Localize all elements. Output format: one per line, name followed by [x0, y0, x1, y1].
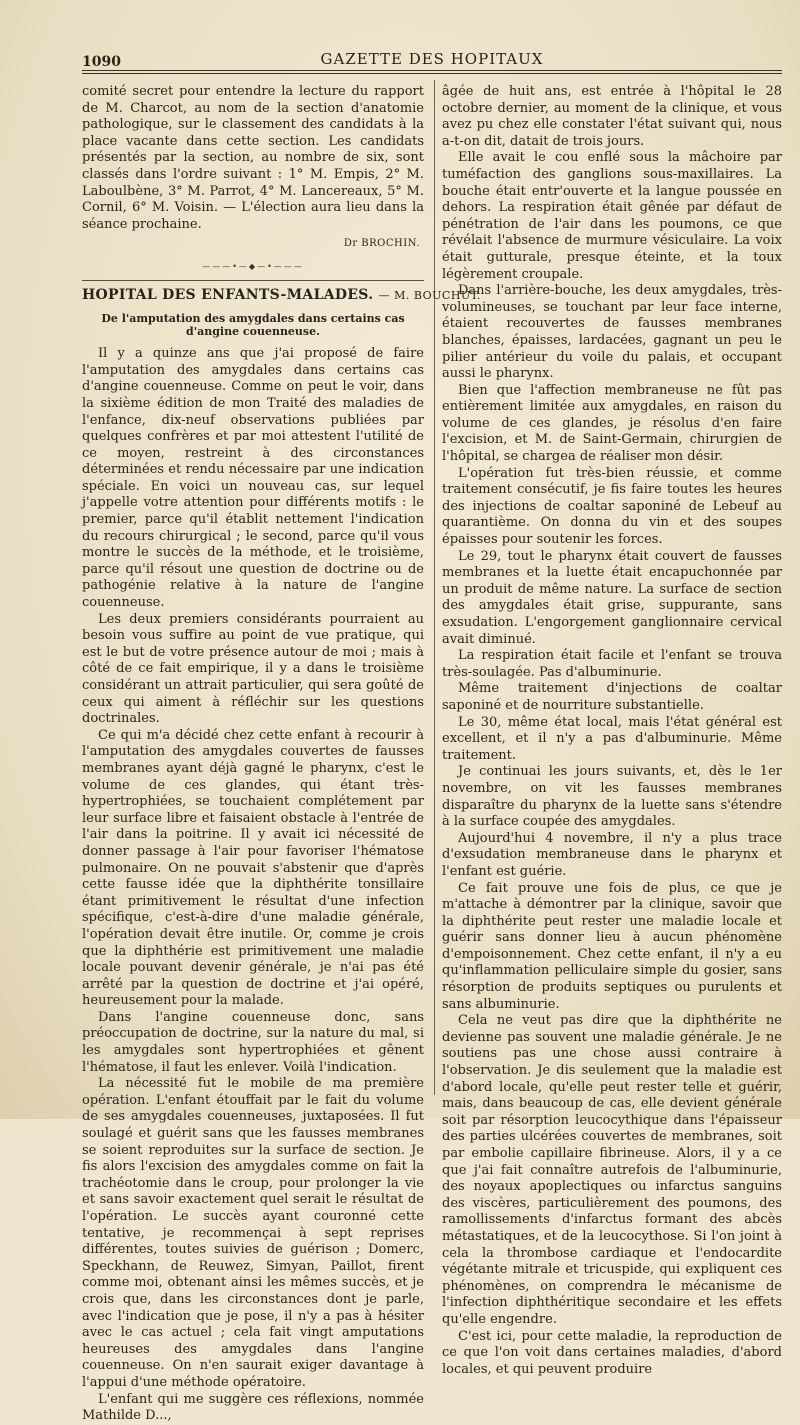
paragraph: Ce fait prouve une fois de plus, ce que je m'attache à démontrer par la clinique, savoir que la diphthérite peut rester une maladie locale et guérir sans donner lieu à aucun phénomène d'empoisonnement. Chez cette enfant, il n'y a eu qu'inflammation pelliculaire simple du gosier, sans résorption de produits septiques ou purulents et sans albuminurie.	[442, 880, 782, 1012]
paragraph: Même traitement d'injections de coaltar saponiné et de nourriture substantielle.	[442, 681, 782, 713]
paragraph: Le 30, même état local, mais l'état général est excellent, et il n'y a pas d'albuminurie. Même traitement.	[442, 714, 782, 763]
signature: Dr BROCHIN.	[343, 238, 420, 250]
separator-ornament: ———•—◆—•———	[202, 261, 304, 271]
section-heading-author: — M. BOUCHUT.	[378, 288, 481, 302]
paragraph: Le 29, tout le pharynx était couvert de fausses membranes et la luette était encapuchonnée par un produit de même nature. La surface de section des amygdales était grise, suppurante, sans exsudation. L'engorgement ganglionnaire cervical avait diminué.	[442, 548, 782, 647]
page-number: 1090	[82, 54, 121, 70]
paragraph: Dans l'arrière-bouche, les deux amygdales, très-volumineuses, se touchant par leur face interne, étaient recouvertes de fausses membranes blanches, épaisses, lardacées, gagnant un peu le pilier antérieur du voile du palais, et occupant aussi le pharynx.	[442, 283, 782, 382]
header-rule	[82, 70, 782, 74]
paragraph: Ce qui m'a décidé chez cette enfant à recourir à l'amputation des amygdales couvertes de fausses membranes ayant déjà gagné le pharynx, c'est le volume de ces glandes, qui étant très-hypertrophiées, se touchaient complétement par leur surface libre et faisaient obstacle à l'entrée de l'air dans la poitrine. Il y avait ici nécessité de donner passage à l'air pour favoriser l'hématose pulmonaire. On ne pouvait s'abstenir que d'après cette fausse idée que la diphthérite tonsillaire étant primitivement le résultat d'une infection spécifique, c'est-à-dire d'une maladie générale, l'opération devait être inutile. Or, comme je crois que la diphthérie est primitivement une maladie locale pouvant devenir générale, je n'ai pas été arrêté par la question de doctrine et j'ai opéré, heureusement pour la malade.	[82, 727, 424, 1009]
paragraph: Bien que l'affection membraneuse ne fût pas entièrement limitée aux amygdales, en raison du volume de ces glandes, je résolus d'en faire l'excision, et M. de Saint-Germain, chirurgien de l'hôpital, se chargea de réaliser mon désir.	[442, 382, 782, 465]
paragraph: La nécessité fut le mobile de ma première opération. L'enfant étouffait par le fait du volume de ses amygdales couenneuses, juxtaposées. Il fut soulagé et guérit sans que les fausses membranes se soient reproduites sur la surface de section. Je fis alors l'excision des amygdales comme on fait la trachéotomie dans le croup, pour prolonger la vie et sans savoir exactement quel serait le résultat de l'opération. Le succès ayant couronné cette tentative, je recommençai à sept reprises différentes, toutes suivies de guérison ; Domerc, Speckhann, de Reuwez, Simyan, Paillot, firent comme moi, obtenant ainsi les mêmes succès, et je crois que, dans les circonstances dont je parle, avec l'indication que je pose, il n'y a pas à hésiter avec le cas actuel ; cela fait vingt amputations heureuses des amygdales dans l'angine couenneuse. On n'en saurait exiger davantage à l'appui d'une méthode opératoire.	[82, 1076, 424, 1390]
article-title: De l'amputation des amygdales dans certains cas d'angine couenneuse.	[101, 312, 405, 339]
paragraph: C'est ici, pour cette maladie, la reproduction de ce que l'on voit dans certaines maladies, d'abord locales, et qui peuvent produire	[442, 1328, 782, 1377]
paragraph: L'opération fut très-bien réussie, et comme traitement consécutif, je fis faire toutes les heures des injections de coaltar saponiné de Lebeuf au quarantième. On donna du vin et des soupes épaisses pour soutenir les forces.	[442, 465, 782, 548]
section-heading	[82, 280, 481, 305]
paragraph: Aujourd'hui 4 novembre, il n'y a plus trace d'exsudation membraneuse dans le pharynx et l'enfant est guérie.	[442, 830, 782, 879]
right-column	[442, 84, 782, 1377]
paragraph: Les deux premiers considérants pourraient au besoin vous suffire au point de vue pratique, qui est le but de votre présence autour de moi ; mais à côté de ce fait empirique, il y a dans le troisième considérant un attrait particulier, qui sera goûté de ceux qui aiment à réfléchir sur les questions doctrinales.	[82, 611, 424, 727]
paragraph: Je continuai les jours suivants, et, dès le 1er novembre, on vit les fausses membranes disparaître du pharynx de la luette sans s'étendre à la surface coupée des amygdales.	[442, 764, 782, 830]
column-divider	[434, 80, 435, 1095]
left-column	[82, 84, 481, 1424]
paragraph: comité secret pour entendre la lecture du rapport de M. Charcot, au nom de la section d'anatomie pathologique, sur le classement des candidats à la place vacante dans cette section. Les candidats présentés par la section, au nombre de six, sont classés dans l'ordre suivant : 1° M. Empis, 2° M. Laboulbène, 3° M. Parrot, 4° M. Lancereaux, 5° M. Cornil, 6° M. Voisin. — L'élection aura lieu dans la séance prochaine.	[82, 84, 424, 232]
paragraph: L'enfant qui me suggère ces réflexions, nommée Mathilde D...,	[82, 1391, 424, 1424]
paragraph: La respiration était facile et l'enfant se trouva très-soulagée. Pas d'albuminurie.	[442, 648, 782, 680]
journal-title: GAZETTE DES HOPITAUX	[320, 50, 544, 68]
paragraph: âgée de huit ans, est entrée à l'hôpital le 28 octobre dernier, au moment de la clinique, et vous avez pu chez elle constater l'état suivant qui, nous a-t-on dit, datait de trois jours.	[442, 84, 782, 149]
section-heading-title: HOPITAL DES ENFANTS-MALADES.	[82, 286, 374, 303]
paragraph: Elle avait le cou enflé sous la mâchoire par tuméfaction des ganglions sous-maxillaires. La bouche était entr'ouverte et la langue poussée en dehors. La respiration était gênée par défaut de pénétration de l'air dans les poumons, ce que révélait l'absence de murmure vésiculaire. La voix était gutturale, presque éteinte, et la toux légèrement croupale.	[442, 150, 782, 282]
paragraph: Cela ne veut pas dire que la diphthérite ne devienne pas souvent une maladie générale. Je ne soutiens pas une chose aussi contraire à l'observation. Je dis seulement que la maladie est d'abord locale, qu'elle peut rester telle et guérir, mais, dans beaucoup de cas, elle devient générale soit par résorption leucocythique dans l'épaisseur des parties ulcérées couvertes de membranes, soit par embolie capillaire fibrineuse. Alors, il y a ce que j'ai fait connaître autrefois de l'albuminurie, des noyaux apoplectiques ou infarctus sanguins des viscères, particulièrement des poumons, des ramollissements d'infarctus formant des abcès métastatiques, et de la leucocythose. Si l'on joint à cela la thrombose cardiaque et l'endocardite végétante mitrale et tricuspide, qui expliquent ces phénomènes, on comprendra le mécanisme de l'infection diphthéritique secondaire et les effets qu'elle engendre.	[442, 1013, 782, 1327]
paragraph: Dans l'angine couenneuse donc, sans préoccupation de doctrine, sur la nature du mal, si les amygdales sont hypertrophiées et gênent l'hématose, il faut les enlever. Voilà l'indication.	[82, 1009, 424, 1075]
paragraph: Il y a quinze ans que j'ai proposé de faire l'amputation des amygdales dans certains cas d'angine couenneuse. Comme on peut le voir, dans la sixième édition de mon Traité des maladies de l'enfance, dix-neuf observations publiées par quelques confrères et par moi attestent l'utilité de ce moyen, restreint à des circonstances déterminées et rendu nécessaire par une indication spéciale. En voici un nouveau cas, sur lequel j'appelle votre attention pour différents motifs : le premier, parce qu'il établit nettement l'indication du recours chirurgical ; le second, parce qu'il vous montre le succès de la méthode, et le troisième, parce qu'il résout une question de doctrine ou de pathogénie relative à la nature de l'angine couenneuse.	[82, 346, 424, 611]
